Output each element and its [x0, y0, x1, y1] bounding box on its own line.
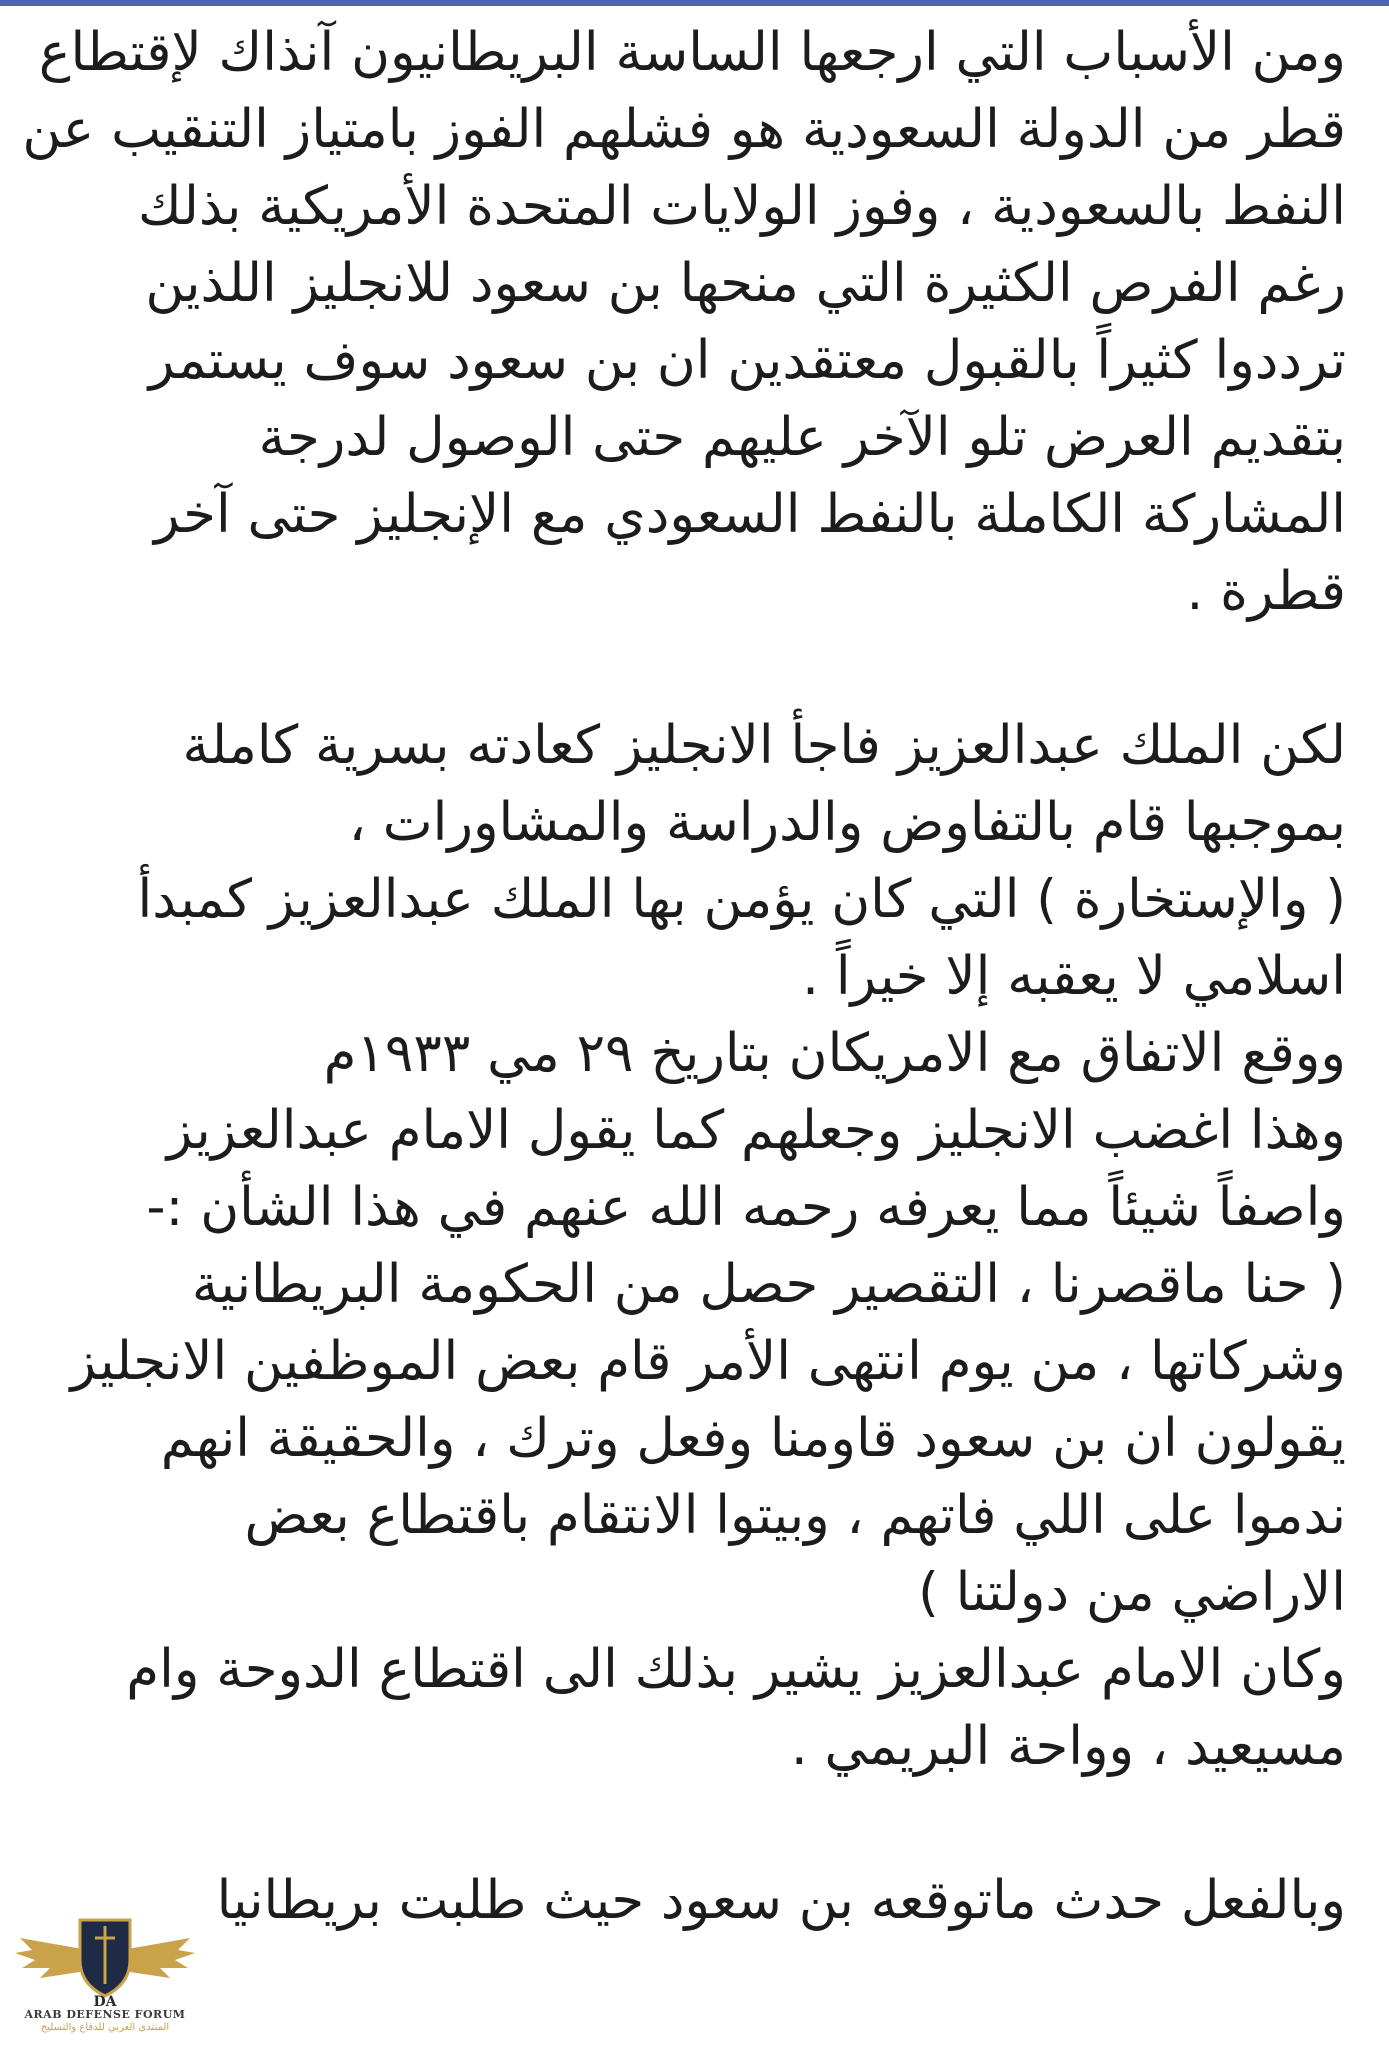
text-line: لكن الملك عبدالعزيز فاجأ الانجليز كعادته بسرية كاملة	[182, 715, 1346, 776]
paragraph-2	[40, 707, 1346, 1785]
text-line: قطر من الدولة السعودية هو فشلهم الفوز بامتياز التنقيب عن	[22, 99, 1346, 160]
text-line: وهذا اغضب الانجليز وجعلهم كما يقول الامام عبدالعزيز	[166, 1100, 1346, 1161]
monogram-text: DA	[93, 1994, 117, 2008]
text-line: المشاركة الكاملة بالنفط السعودي مع الإنجليز حتى آخر	[153, 484, 1346, 545]
paragraph-1	[22, 14, 1346, 630]
text-line: وكان الامام عبدالعزيز يشير بذلك الى اقتطاع الدوحة وام	[126, 1639, 1346, 1700]
winged-shield-icon	[10, 1898, 200, 2008]
text-line: قطرة .	[1186, 561, 1346, 622]
text-line: ترددوا كثيراً بالقبول معتقدين ان بن سعود سوف يستمر	[148, 330, 1346, 391]
article-body	[22, 14, 1346, 1939]
text-line: بموجبها قام بالتفاوض والدراسة والمشاورات ،	[348, 792, 1346, 853]
text-line: بتقديم العرض تلو الآخر عليهم حتى الوصول لدرجة	[258, 407, 1346, 468]
top-accent-bar	[0, 0, 1389, 6]
text-line: يقولون ان بن سعود قاومنا وفعل وترك ، والحقيقة انهم	[160, 1408, 1346, 1469]
forum-name-arabic: المنتدى العربي للدفاع والتسليح	[40, 2022, 170, 2033]
paragraph-gap	[40, 630, 1346, 707]
text-line: ومن الأسباب التي ارجعها الساسة البريطانيون آنذاك لإقتطاع	[38, 22, 1346, 83]
text-line: وشركاتها ، من يوم انتهى الأمر قام بعض الموظفين الانجليز	[70, 1331, 1346, 1392]
text-line: واصفاً شيئاً مما يعرفه رحمه الله عنهم في هذا الشأن :-	[146, 1177, 1346, 1238]
text-line: مسيعيد ، وواحة البريمي .	[790, 1716, 1346, 1777]
text-line: اسلامي لا يعقبه إلا خيراً .	[802, 946, 1346, 1007]
text-line: وبالفعل حدث ماتوقعه بن سعود حيث طلبت بريطانيا	[216, 1870, 1346, 1931]
paragraph-3	[40, 1862, 1346, 1939]
text-line: ندموا على اللي فاتهم ، وبيتوا الانتقام باقتطاع بعض	[244, 1485, 1346, 1546]
forum-name-english: ARAB DEFENSE FORUM	[24, 2008, 186, 2021]
forum-watermark-logo	[10, 1898, 200, 2038]
text-line: النفط بالسعودية ، وفوز الولايات المتحدة الأمريكية بذلك	[138, 176, 1346, 237]
text-line: ( والإستخارة ) التي كان يؤمن بها الملك عبدالعزيز كمبدأ	[137, 869, 1346, 930]
paragraph-gap	[40, 1785, 1346, 1862]
text-line: ووقع الاتفاق مع الامريكان بتاريخ ٢٩ مي ١٩٣٣م	[323, 1023, 1346, 1084]
text-line: ( حنا ماقصرنا ، التقصير حصل من الحكومة البريطانية	[191, 1254, 1346, 1315]
text-line: رغم الفرص الكثيرة التي منحها بن سعود للانجليز اللذين	[145, 253, 1346, 314]
text-line: الاراضي من دولتنا )	[918, 1562, 1346, 1623]
